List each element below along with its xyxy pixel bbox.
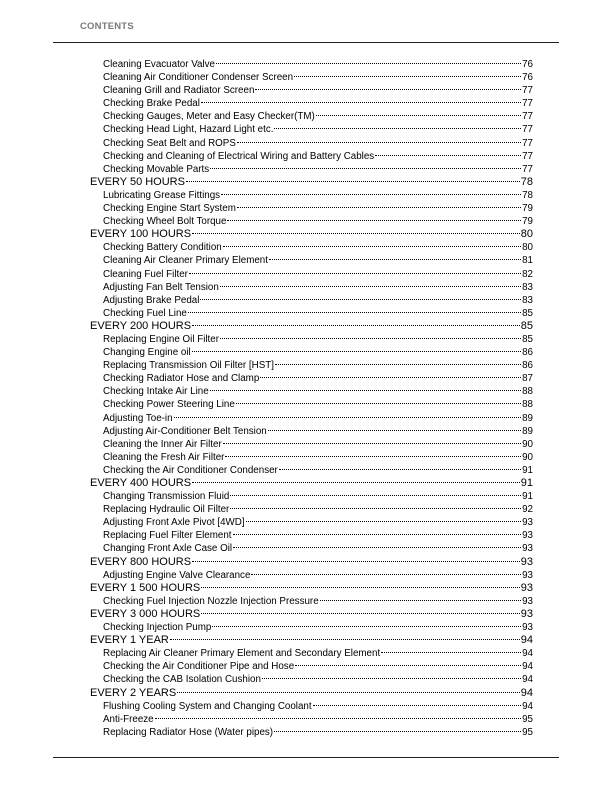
- toc-entry[interactable]: [90, 241, 533, 254]
- toc-page-number: 86: [522, 347, 533, 359]
- toc-dot-leader: [174, 416, 522, 418]
- toc-section-entry[interactable]: [90, 634, 533, 647]
- toc-dot-leader: [262, 677, 521, 679]
- toc-entry[interactable]: [90, 254, 533, 267]
- toc-page-number: 78: [522, 189, 533, 201]
- toc-section-entry[interactable]: [90, 687, 533, 700]
- toc-entry-title: Lubricating Grease Fittings: [103, 189, 221, 201]
- toc-entry[interactable]: [90, 726, 533, 739]
- toc-dot-leader: [237, 141, 521, 143]
- toc-entry[interactable]: [90, 660, 533, 673]
- toc-entry-title: Replacing Fuel Filter Element: [103, 530, 232, 542]
- toc-entry-title: EVERY 200 HOURS: [90, 319, 192, 332]
- toc-page-number: 93: [522, 595, 533, 607]
- toc-entry[interactable]: [90, 58, 533, 71]
- toc-entry[interactable]: [90, 163, 533, 176]
- toc-dot-leader: [177, 691, 520, 693]
- toc-page-number: 88: [522, 399, 533, 411]
- toc-page-number: 83: [522, 281, 533, 293]
- toc-page-number: 87: [522, 373, 533, 385]
- toc-page-number: 76: [522, 72, 533, 84]
- toc-dot-leader: [170, 638, 520, 640]
- toc-entry[interactable]: [90, 97, 533, 110]
- toc-dot-leader: [188, 311, 521, 313]
- toc-page-number: 88: [522, 386, 533, 398]
- toc-entry-title: EVERY 800 HOURS: [90, 555, 192, 568]
- toc-entry[interactable]: [90, 647, 533, 660]
- toc-dot-leader: [227, 219, 521, 221]
- toc-page-number: 93: [522, 517, 533, 529]
- toc-page-number: 91: [522, 464, 533, 476]
- footer-divider: [53, 757, 559, 758]
- table-of-contents: [90, 58, 533, 739]
- toc-entry-title: EVERY 400 HOURS: [90, 477, 192, 489]
- toc-page-number: 95: [522, 726, 533, 738]
- toc-entry-title: Cleaning Air Conditioner Condenser Screen: [103, 72, 294, 84]
- toc-entry[interactable]: [90, 569, 533, 582]
- toc-dot-leader: [192, 560, 520, 562]
- toc-page-number: 89: [522, 412, 533, 424]
- toc-dot-leader: [216, 62, 521, 64]
- toc-entry[interactable]: [90, 438, 533, 451]
- toc-dot-leader: [260, 376, 521, 378]
- toc-page-number: 95: [522, 713, 533, 725]
- toc-entry[interactable]: [90, 516, 533, 529]
- toc-page-number: 79: [522, 203, 533, 215]
- toc-entry-title: Checking Engine Start System: [103, 203, 236, 215]
- toc-page-number: 77: [522, 163, 533, 175]
- toc-entry[interactable]: [90, 412, 533, 425]
- toc-entry[interactable]: [90, 425, 533, 438]
- toc-dot-leader: [220, 285, 521, 287]
- toc-page-number: 85: [522, 307, 533, 319]
- toc-page-number: 93: [522, 543, 533, 555]
- toc-entry-title: Adjusting Toe-in: [103, 412, 173, 424]
- toc-page-number: 94: [520, 686, 533, 699]
- toc-dot-leader: [201, 101, 521, 103]
- toc-entry[interactable]: [90, 372, 533, 385]
- toc-dot-leader: [210, 167, 521, 169]
- toc-dot-leader: [233, 546, 521, 548]
- toc-page-number: 92: [522, 504, 533, 516]
- toc-page-number: 90: [522, 451, 533, 463]
- toc-entry[interactable]: [90, 713, 533, 726]
- toc-entry-title: Adjusting Front Axle Pivot [4WD]: [103, 517, 245, 529]
- toc-entry-title: Checking Power Steering Line: [103, 399, 235, 411]
- toc-dot-leader: [192, 481, 520, 483]
- toc-dot-leader: [246, 520, 522, 522]
- toc-dot-leader: [192, 324, 520, 326]
- toc-entry-title: Replacing Radiator Hose (Water pipes): [103, 726, 274, 738]
- toc-page-number: 91: [522, 491, 533, 503]
- toc-page-number: 94: [522, 648, 533, 660]
- toc-entry-title: Checking the CAB Isolation Cushion: [103, 674, 261, 686]
- toc-entry[interactable]: [90, 542, 533, 555]
- toc-entry[interactable]: [90, 398, 533, 411]
- toc-entry-title: Replacing Engine Oil Filter: [103, 333, 219, 345]
- toc-entry-title: Checking the Air Conditioner Condenser: [103, 464, 278, 476]
- toc-entry-title: Anti-Freeze: [103, 713, 154, 725]
- toc-page-number: 76: [522, 59, 533, 70]
- toc-dot-leader: [295, 664, 521, 666]
- toc-section-entry[interactable]: [90, 320, 533, 333]
- toc-entry-title: Changing Transmission Fluid: [103, 491, 230, 503]
- toc-page-number: 85: [522, 333, 533, 345]
- toc-dot-leader: [237, 206, 521, 208]
- toc-entry[interactable]: [90, 123, 533, 136]
- toc-entry[interactable]: [90, 150, 533, 163]
- toc-entry-title: EVERY 2 YEARS: [90, 686, 177, 699]
- toc-entry-title: Replacing Hydraulic Oil Filter: [103, 504, 230, 516]
- toc-dot-leader: [274, 730, 521, 732]
- toc-entry[interactable]: [90, 137, 533, 150]
- toc-dot-leader: [236, 402, 521, 404]
- toc-dot-leader: [155, 717, 521, 719]
- toc-page-number: 77: [522, 150, 533, 162]
- toc-page-number: 93: [520, 607, 533, 620]
- toc-section-entry[interactable]: [90, 608, 533, 621]
- toc-entry[interactable]: [90, 529, 533, 542]
- toc-dot-leader: [212, 625, 521, 627]
- toc-entry-title: Cleaning Fuel Filter: [103, 268, 188, 280]
- toc-entry-title: Checking Wheel Bolt Torque: [103, 216, 227, 228]
- toc-section-entry[interactable]: [90, 477, 533, 490]
- toc-entry-title: EVERY 50 HOURS: [90, 175, 185, 188]
- toc-page-number: 94: [522, 661, 533, 673]
- toc-entry[interactable]: [90, 359, 533, 372]
- toc-entry-title: Flushing Cooling System and Changing Coolant: [103, 700, 312, 712]
- toc-dot-leader: [225, 455, 521, 457]
- toc-entry-title: Adjusting Engine Valve Clearance: [103, 569, 251, 581]
- toc-entry-title: Cleaning the Fresh Air Filter: [103, 451, 225, 463]
- toc-entry-title: Checking the Air Conditioner Pipe and Hose: [103, 661, 295, 673]
- toc-entry-title: Checking Injection Pump: [103, 622, 212, 634]
- toc-section-entry[interactable]: [90, 176, 533, 189]
- toc-entry[interactable]: [90, 621, 533, 634]
- toc-entry-title: Changing Engine oil: [103, 347, 191, 359]
- toc-page-number: 94: [520, 634, 533, 647]
- toc-entry[interactable]: [90, 189, 533, 202]
- toc-dot-leader: [279, 468, 521, 470]
- toc-page-number: 89: [522, 425, 533, 437]
- toc-entry[interactable]: [90, 307, 533, 320]
- toc-page-number: 77: [522, 98, 533, 110]
- toc-entry-title: Checking Fuel Line: [103, 307, 187, 319]
- toc-page-number: 83: [522, 294, 533, 306]
- toc-entry-title: Checking Head Light, Hazard Light etc.: [103, 124, 274, 136]
- toc-entry[interactable]: [90, 268, 533, 281]
- toc-dot-leader: [186, 180, 520, 182]
- toc-entry-title: Changing Front Axle Case Oil: [103, 543, 233, 555]
- toc-dot-leader: [255, 88, 521, 90]
- toc-dot-leader: [230, 507, 521, 509]
- toc-entry[interactable]: [90, 110, 533, 123]
- toc-entry-title: Checking Gauges, Meter and Easy Checker(TM): [103, 111, 315, 123]
- toc-page-number: 93: [522, 530, 533, 542]
- toc-entry[interactable]: [90, 503, 533, 516]
- toc-page-number: 90: [522, 438, 533, 450]
- toc-dot-leader: [233, 533, 522, 535]
- toc-dot-leader: [200, 298, 521, 300]
- toc-entry[interactable]: [90, 385, 533, 398]
- toc-dot-leader: [313, 704, 522, 706]
- toc-dot-leader: [381, 651, 521, 653]
- toc-entry-title: Checking Battery Condition: [103, 242, 222, 254]
- toc-section-entry[interactable]: [90, 582, 533, 595]
- toc-dot-leader: [201, 586, 519, 588]
- toc-dot-leader: [275, 363, 521, 365]
- page-header-title: CONTENTS: [80, 21, 134, 32]
- toc-page-number: 77: [522, 137, 533, 149]
- toc-entry-title: EVERY 3 000 HOURS: [90, 607, 201, 620]
- toc-entry-title: Checking Seat Belt and ROPS: [103, 137, 236, 149]
- toc-entry[interactable]: [90, 202, 533, 215]
- toc-dot-leader: [316, 114, 521, 116]
- toc-entry-title: Checking and Cleaning of Electrical Wiring and Battery Cables: [103, 150, 375, 162]
- toc-entry[interactable]: [90, 673, 533, 686]
- toc-dot-leader: [320, 599, 521, 601]
- toc-entry-title: EVERY 1 500 HOURS: [90, 581, 201, 594]
- toc-entry-title: Checking Intake Air Line: [103, 386, 209, 398]
- toc-entry-title: Cleaning Grill and Radiator Screen: [103, 85, 255, 97]
- toc-dot-leader: [189, 272, 521, 274]
- toc-page-number: 85: [520, 319, 533, 332]
- toc-page-number: 79: [522, 216, 533, 228]
- toc-page-number: 77: [522, 111, 533, 123]
- toc-page-number: 77: [522, 124, 533, 136]
- toc-dot-leader: [220, 337, 521, 339]
- toc-dot-leader: [210, 389, 521, 391]
- toc-entry-title: Adjusting Brake Pedal: [103, 294, 200, 306]
- toc-entry[interactable]: [90, 294, 533, 307]
- toc-section-entry[interactable]: [90, 228, 533, 241]
- toc-page-number: 78: [520, 175, 533, 188]
- toc-entry-title: Checking Movable Parts: [103, 163, 210, 175]
- toc-entry-title: Cleaning Air Cleaner Primary Element: [103, 255, 268, 267]
- toc-entry[interactable]: [90, 281, 533, 294]
- toc-dot-leader: [375, 154, 521, 156]
- toc-page-number: 80: [522, 242, 533, 254]
- toc-page-number: 82: [522, 268, 533, 280]
- toc-dot-leader: [251, 573, 521, 575]
- toc-entry-title: Replacing Air Cleaner Primary Element and Secondary Element: [103, 648, 381, 660]
- toc-entry-title: Checking Radiator Hose and Clamp: [103, 373, 260, 385]
- toc-entry-title: Cleaning the Inner Air Filter: [103, 438, 222, 450]
- toc-entry-title: Replacing Transmission Oil Filter [HST]: [103, 360, 274, 372]
- toc-entry-title: EVERY 1 YEAR: [90, 634, 169, 647]
- toc-section-entry[interactable]: [90, 556, 533, 569]
- toc-page-number: 86: [522, 360, 533, 372]
- toc-entry-title: Adjusting Air-Conditioner Belt Tension: [103, 425, 267, 437]
- toc-dot-leader: [192, 232, 520, 234]
- toc-dot-leader: [230, 494, 521, 496]
- toc-entry-title: Checking Brake Pedal: [103, 98, 200, 110]
- toc-entry-title: Checking Fuel Injection Nozzle Injection Pressure: [103, 595, 319, 607]
- toc-dot-leader: [294, 75, 521, 77]
- header-divider: [53, 42, 559, 43]
- toc-page-number: 94: [522, 674, 533, 686]
- toc-entry[interactable]: [90, 700, 533, 713]
- toc-dot-leader: [192, 350, 521, 352]
- toc-dot-leader: [274, 127, 521, 129]
- toc-entry[interactable]: [90, 346, 533, 359]
- toc-entry[interactable]: [90, 451, 533, 464]
- toc-dot-leader: [268, 429, 521, 431]
- toc-page-number: 93: [522, 569, 533, 581]
- toc-page-number: 94: [522, 700, 533, 712]
- toc-entry[interactable]: [90, 333, 533, 346]
- toc-dot-leader: [223, 442, 521, 444]
- toc-dot-leader: [223, 245, 521, 247]
- toc-dot-leader: [221, 193, 521, 195]
- toc-page-number: 91: [520, 477, 533, 489]
- toc-entry-title: EVERY 100 HOURS: [90, 228, 192, 241]
- toc-entry[interactable]: [90, 464, 533, 477]
- toc-page-number: 93: [520, 581, 533, 594]
- toc-page-number: 81: [522, 255, 533, 267]
- toc-entry[interactable]: [90, 71, 533, 84]
- toc-page-number: 77: [522, 85, 533, 97]
- toc-page-number: 93: [522, 622, 533, 634]
- toc-dot-leader: [201, 612, 519, 614]
- toc-entry-title: Cleaning Evacuator Valve: [103, 59, 216, 70]
- toc-page-number: 93: [520, 555, 533, 568]
- toc-entry[interactable]: [90, 490, 533, 503]
- toc-entry[interactable]: [90, 215, 533, 228]
- toc-dot-leader: [269, 258, 521, 260]
- toc-entry[interactable]: [90, 84, 533, 97]
- toc-page-number: 80: [520, 228, 533, 241]
- toc-entry[interactable]: [90, 595, 533, 608]
- toc-entry-title: Adjusting Fan Belt Tension: [103, 281, 219, 293]
